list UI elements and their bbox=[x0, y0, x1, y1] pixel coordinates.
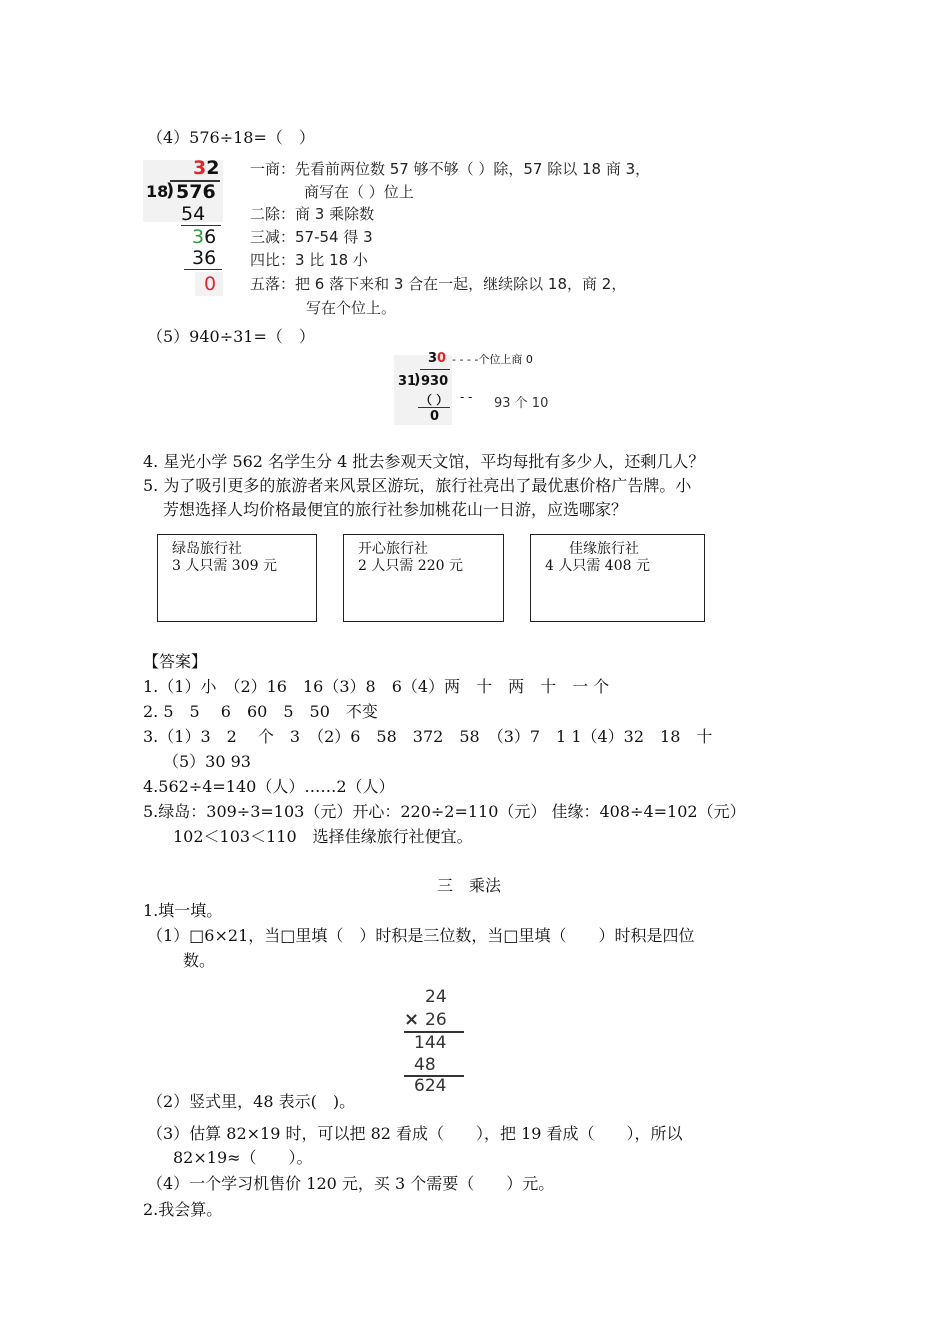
q4-step-4: 四比：3 比 18 小 bbox=[250, 251, 368, 269]
agency-box-jiayuan bbox=[530, 534, 705, 622]
q5-quotient-ones: 0 bbox=[437, 351, 447, 366]
q4-step-5: 五落：把 6 落下来和 3 合在一起，继续除以 18，商 2， bbox=[250, 275, 627, 293]
mult-result: 624 bbox=[414, 1076, 447, 1096]
q4-sub1: 54 bbox=[181, 203, 206, 225]
agency-price: 3 人只需 309 元 bbox=[172, 558, 277, 574]
section3-q1-4: （4）一个学习机售价 120 元，买 3 个需要（ ）元。 bbox=[147, 1174, 555, 1193]
agency-box-lvdao bbox=[157, 534, 317, 622]
mult-p2: 48 bbox=[414, 1055, 436, 1075]
answer-line-2: 2. 5 5 6 60 5 50 不变 bbox=[143, 702, 378, 721]
agency-price: 4 人只需 408 元 bbox=[545, 558, 650, 574]
q4-step-5b: 写在个位上。 bbox=[306, 299, 397, 317]
problem-5-line1: 5. 为了吸引更多的旅游者来风景区游玩，旅行社亮出了最优惠价格广告牌。小 bbox=[143, 476, 692, 495]
answer-line-5b: 102＜103＜110 选择佳缘旅行社便宜。 bbox=[173, 827, 473, 846]
answers-heading: 【答案】 bbox=[143, 652, 208, 671]
q5-quotient-tens: 3 bbox=[428, 351, 438, 366]
answer-line-1: 1.（1）小 （2）16 16（3）8 6（4）两 十 两 十 一 个 bbox=[143, 677, 610, 696]
section3-q1-3: （3）估算 82×19 时，可以把 82 看成（ ），把 19 看成（ ），所以 bbox=[147, 1124, 683, 1143]
q4-dividend: 576 bbox=[176, 181, 216, 203]
agency-name: 开心旅行社 bbox=[358, 541, 428, 557]
q5-label: （5）940÷31=（ ） bbox=[147, 327, 315, 346]
section3-q2: 2.我会算。 bbox=[143, 1200, 223, 1219]
q5-sub-note: - - bbox=[460, 390, 473, 404]
section-title: 三 乘法 bbox=[437, 876, 502, 895]
q5-sub-blank: （ ） bbox=[420, 393, 449, 407]
mult-b: 26 bbox=[425, 1010, 447, 1030]
q4-step-2: 二除：商 3 乘除数 bbox=[250, 205, 375, 223]
q4-rem1-ones: 6 bbox=[204, 226, 217, 248]
q5-dividend: 930 bbox=[421, 374, 449, 389]
answer-line-3b: （5）30 93 bbox=[163, 752, 251, 771]
section3-q1-3b: 82×19≈（ ）。 bbox=[173, 1148, 313, 1167]
q5-divisor: 31 bbox=[398, 374, 417, 389]
q4-label: （4）576÷18=（ ） bbox=[147, 128, 315, 147]
q4-rem2: 0 bbox=[204, 273, 217, 295]
agency-name: 绿岛旅行社 bbox=[172, 541, 242, 557]
problem-4: 4. 星光小学 562 名学生分 4 批去参观天文馆，平均每批有多少人，还剩几人？ bbox=[143, 452, 705, 471]
answer-line-3: 3.（1）3 2 个 3 （2）6 58 372 58 （3）7 1 1（4）32 18 十 bbox=[143, 727, 713, 746]
answer-line-5: 5.绿岛：309÷3=103（元）开心：220÷2=110（元） 佳缘：408÷4=102（元） bbox=[143, 802, 746, 821]
q4-divisor: 18 bbox=[146, 182, 169, 201]
q5-sub-note2: 93 个 10 bbox=[494, 396, 549, 411]
q4-step-1b: 商写在（ ）位上 bbox=[304, 183, 414, 201]
agency-price: 2 人只需 220 元 bbox=[358, 558, 463, 574]
section3-q1-1: （1）□6×21，当□里填（ ）时积是三位数，当□里填（ ）时积是四位 bbox=[147, 926, 695, 945]
q4-rem1-tens: 3 bbox=[192, 226, 205, 248]
section3-q1-1b: 数。 bbox=[183, 951, 216, 970]
q5-quotient-note: - - - -个位上商 0 bbox=[452, 353, 533, 366]
q4-quotient-tens: 3 bbox=[193, 157, 207, 179]
q4-sub2: 36 bbox=[192, 247, 217, 269]
agency-name: 佳缘旅行社 bbox=[569, 541, 639, 557]
section3-q1: 1.填一填。 bbox=[143, 901, 223, 920]
mult-sign: × bbox=[404, 1009, 420, 1030]
mult-p1: 144 bbox=[414, 1033, 447, 1053]
answer-line-4: 4.562÷4=140（人）……2（人） bbox=[143, 777, 395, 796]
problem-5-line2: 芳想选择人均价格最便宜的旅行社参加桃花山一日游，应选哪家？ bbox=[163, 500, 628, 519]
section3-q1-2: （2）竖式里，48 表示( )。 bbox=[147, 1092, 356, 1111]
q4-quotient-ones: 2 bbox=[206, 157, 220, 179]
mult-a: 24 bbox=[425, 987, 447, 1007]
q4-step-3: 三减：57-54 得 3 bbox=[250, 228, 373, 246]
q5-remainder: 0 bbox=[430, 409, 440, 424]
agency-box-kaixin bbox=[343, 534, 504, 622]
q4-step-1: 一商：先看前两位数 57 够不够（ ）除，57 除以 18 商 3， bbox=[250, 160, 651, 178]
